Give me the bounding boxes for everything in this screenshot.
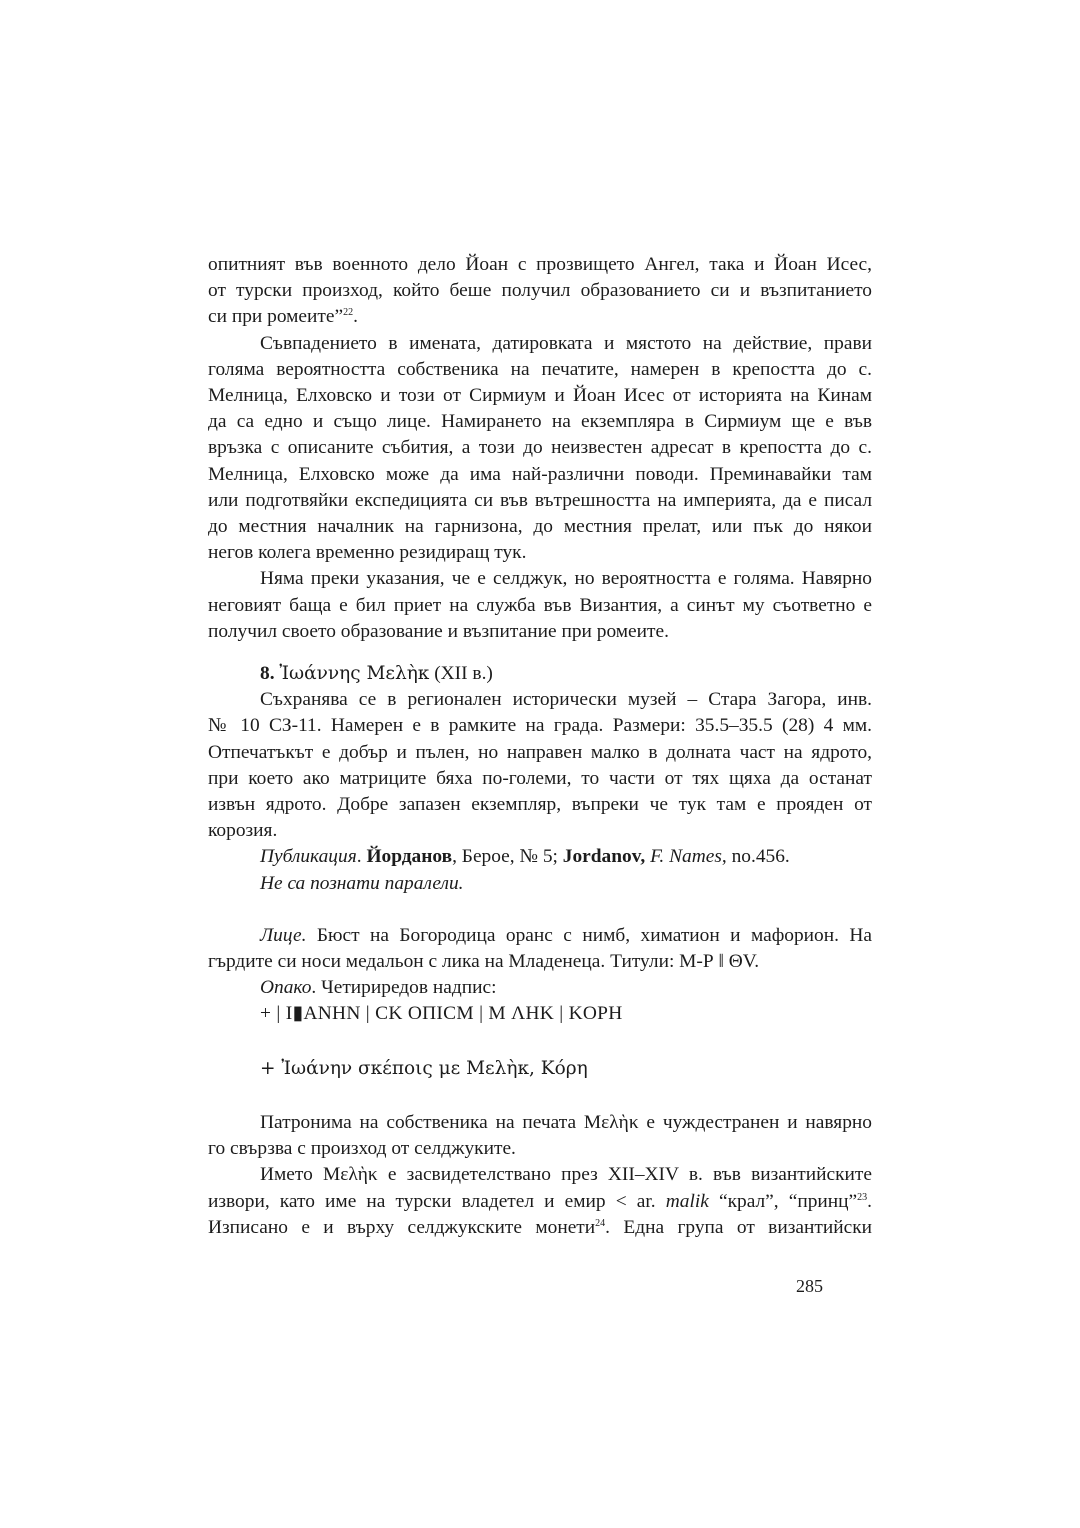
spacer (208, 897, 872, 923)
spacer (208, 645, 872, 661)
heading-line (208, 661, 872, 687)
reverse-label: Опако (260, 977, 312, 999)
text-line: при което ако матриците бяха по-големи, то части от тях щяха да останат (208, 767, 872, 789)
parallels-text: Не са познати паралели. (260, 872, 464, 894)
parallels-line (208, 871, 872, 897)
section-number: 8. (260, 663, 275, 685)
paragraph-seljuk (208, 566, 872, 645)
text-line: Няма преки указания, че е селджук, но вероятността е голяма. Навярно (260, 568, 872, 590)
text-span: . (356, 846, 362, 868)
paragraph-continuation (208, 252, 872, 331)
text-span: “крал”, “принц” (708, 1190, 858, 1212)
text-line: Мелница, Елховско може да има най-различни поводи. Преминавайки там (208, 463, 872, 485)
arabic-term: malik (665, 1190, 709, 1212)
text-line (208, 923, 872, 949)
section-heading (208, 661, 872, 687)
text-line: корозия. (208, 820, 278, 842)
text-line (208, 1189, 872, 1215)
text-span: извори, като име на турски владетел и емир < ar. (208, 1190, 666, 1212)
inscription-reading: + Ἰωάνην σκέποις με Μελὴκ, Κόρη (260, 1057, 588, 1079)
text-line: извън ядрото. Добре запазен екземпляр, въпреки че тук там е прояден от (208, 794, 872, 816)
citation-title: F. Names (650, 846, 722, 868)
text-line: Мелница, Елховско и този от Сирмиум и Йоан Исес от историята на Кинам (208, 385, 872, 407)
text-span: . (867, 1190, 872, 1212)
text-line: Отпечатъкът е добър и пълен, но направен малко в долната част на ядрото, (208, 741, 872, 763)
text-line: да са едно и също лице. Намирането на екземпляра в Сирмиум ще е във (208, 411, 872, 433)
section-greek-name: Ἰωάννης Μελὴκ (279, 663, 430, 685)
text-line: голяма вероятността собственика на печатите, намерен в крепостта до с. (208, 358, 872, 380)
text-line (208, 844, 872, 870)
text-line: връзка с описаните събития, а този до неизвестен адресат в крепостта до с. (208, 437, 872, 459)
paragraph-description (208, 687, 872, 844)
inscription-line (208, 1001, 872, 1027)
text-span: , Берое, № 5; (452, 846, 563, 868)
page-number: 285 (796, 1276, 823, 1296)
text-line: или подготвяйки експедицията си във вътрешността на империята, да е писал (208, 489, 872, 511)
citation-author: Jordanov, (562, 846, 646, 868)
paragraph-coincidence (208, 331, 872, 567)
text-line (208, 975, 872, 1001)
text-line: Съвпадението в имената, датировката и мястото на действие, прави (260, 332, 872, 354)
text-span: , no.456. (721, 846, 790, 868)
citation-author: Йорданов (366, 846, 453, 868)
text-line: № 10 СЗ-11. Намерен е в рамките на града. Размери: 35.5–35.5 (28) 4 мм. (208, 715, 872, 737)
page-body (208, 252, 872, 1241)
text-line (208, 1215, 872, 1241)
publication-line (208, 844, 872, 870)
footnote-ref-24[interactable]: 24 (595, 1217, 606, 1229)
obverse-label: Лице. (260, 924, 307, 946)
text-line: Патронима на собственика на печата Μελὴκ е чуждестранен и навярно (260, 1111, 872, 1133)
text-span: . Една група от византийски (605, 1216, 872, 1238)
text-span: . Четириредов надпис: (311, 977, 497, 999)
spacer (208, 1028, 872, 1056)
text-line (208, 304, 872, 330)
footnote-ref-22[interactable]: 22 (343, 307, 354, 319)
text-line: Името Μελὴκ е засвидетелствано през XII–XIV в. във византийските (260, 1164, 872, 1186)
paragraph-obverse (208, 923, 872, 975)
footnote-ref-23[interactable]: 23 (857, 1191, 868, 1203)
text-line: гърдите си носи медальон с лика на Младенеца. Титули: Μ-Ρ ‖ ΘV. (208, 951, 760, 973)
text-line: го свързва с произход от селджуките. (208, 1138, 516, 1160)
text-line: неговият баща е бил приет на служба във Византия, а синът му съответно е (208, 594, 872, 616)
text-line: Съхранява се в регионален исторически музей – Стара Загора, инв. (260, 689, 872, 711)
text-span: . (353, 306, 358, 328)
reverse-line (208, 975, 872, 1001)
reading-line (208, 1056, 872, 1082)
paragraph-patronymic (208, 1110, 872, 1162)
text-line: негов колега временно резидиращ тук. (208, 542, 527, 564)
text-line: до местния началник на гарнизона, до местния прелат, или пък до някои (208, 516, 872, 538)
text-span: Бюст на Богородица оранс с нимб, химатион и мафорион. На (306, 924, 872, 946)
publication-label: Публикация (260, 846, 357, 868)
text-line: получил своето образование и възпитание при ромеите. (208, 620, 669, 642)
paragraph-name-attested (208, 1162, 872, 1241)
seal-inscription: + | I▮ANHN | CK OΠICM | M ΛHK | KOPH (260, 1003, 623, 1025)
text-span: си при ромеите” (208, 306, 344, 328)
text-line: опитният във военното дело Йоан с прозвището Ангел, така и Йоан Исес, (208, 254, 872, 275)
text-line: от турски произход, който беше получил образованието си и възпитанието (208, 280, 872, 302)
section-date: (XII в.) (434, 663, 493, 685)
text-span: Изписано е и върху селджукските монети (208, 1216, 596, 1238)
spacer (208, 1082, 872, 1110)
